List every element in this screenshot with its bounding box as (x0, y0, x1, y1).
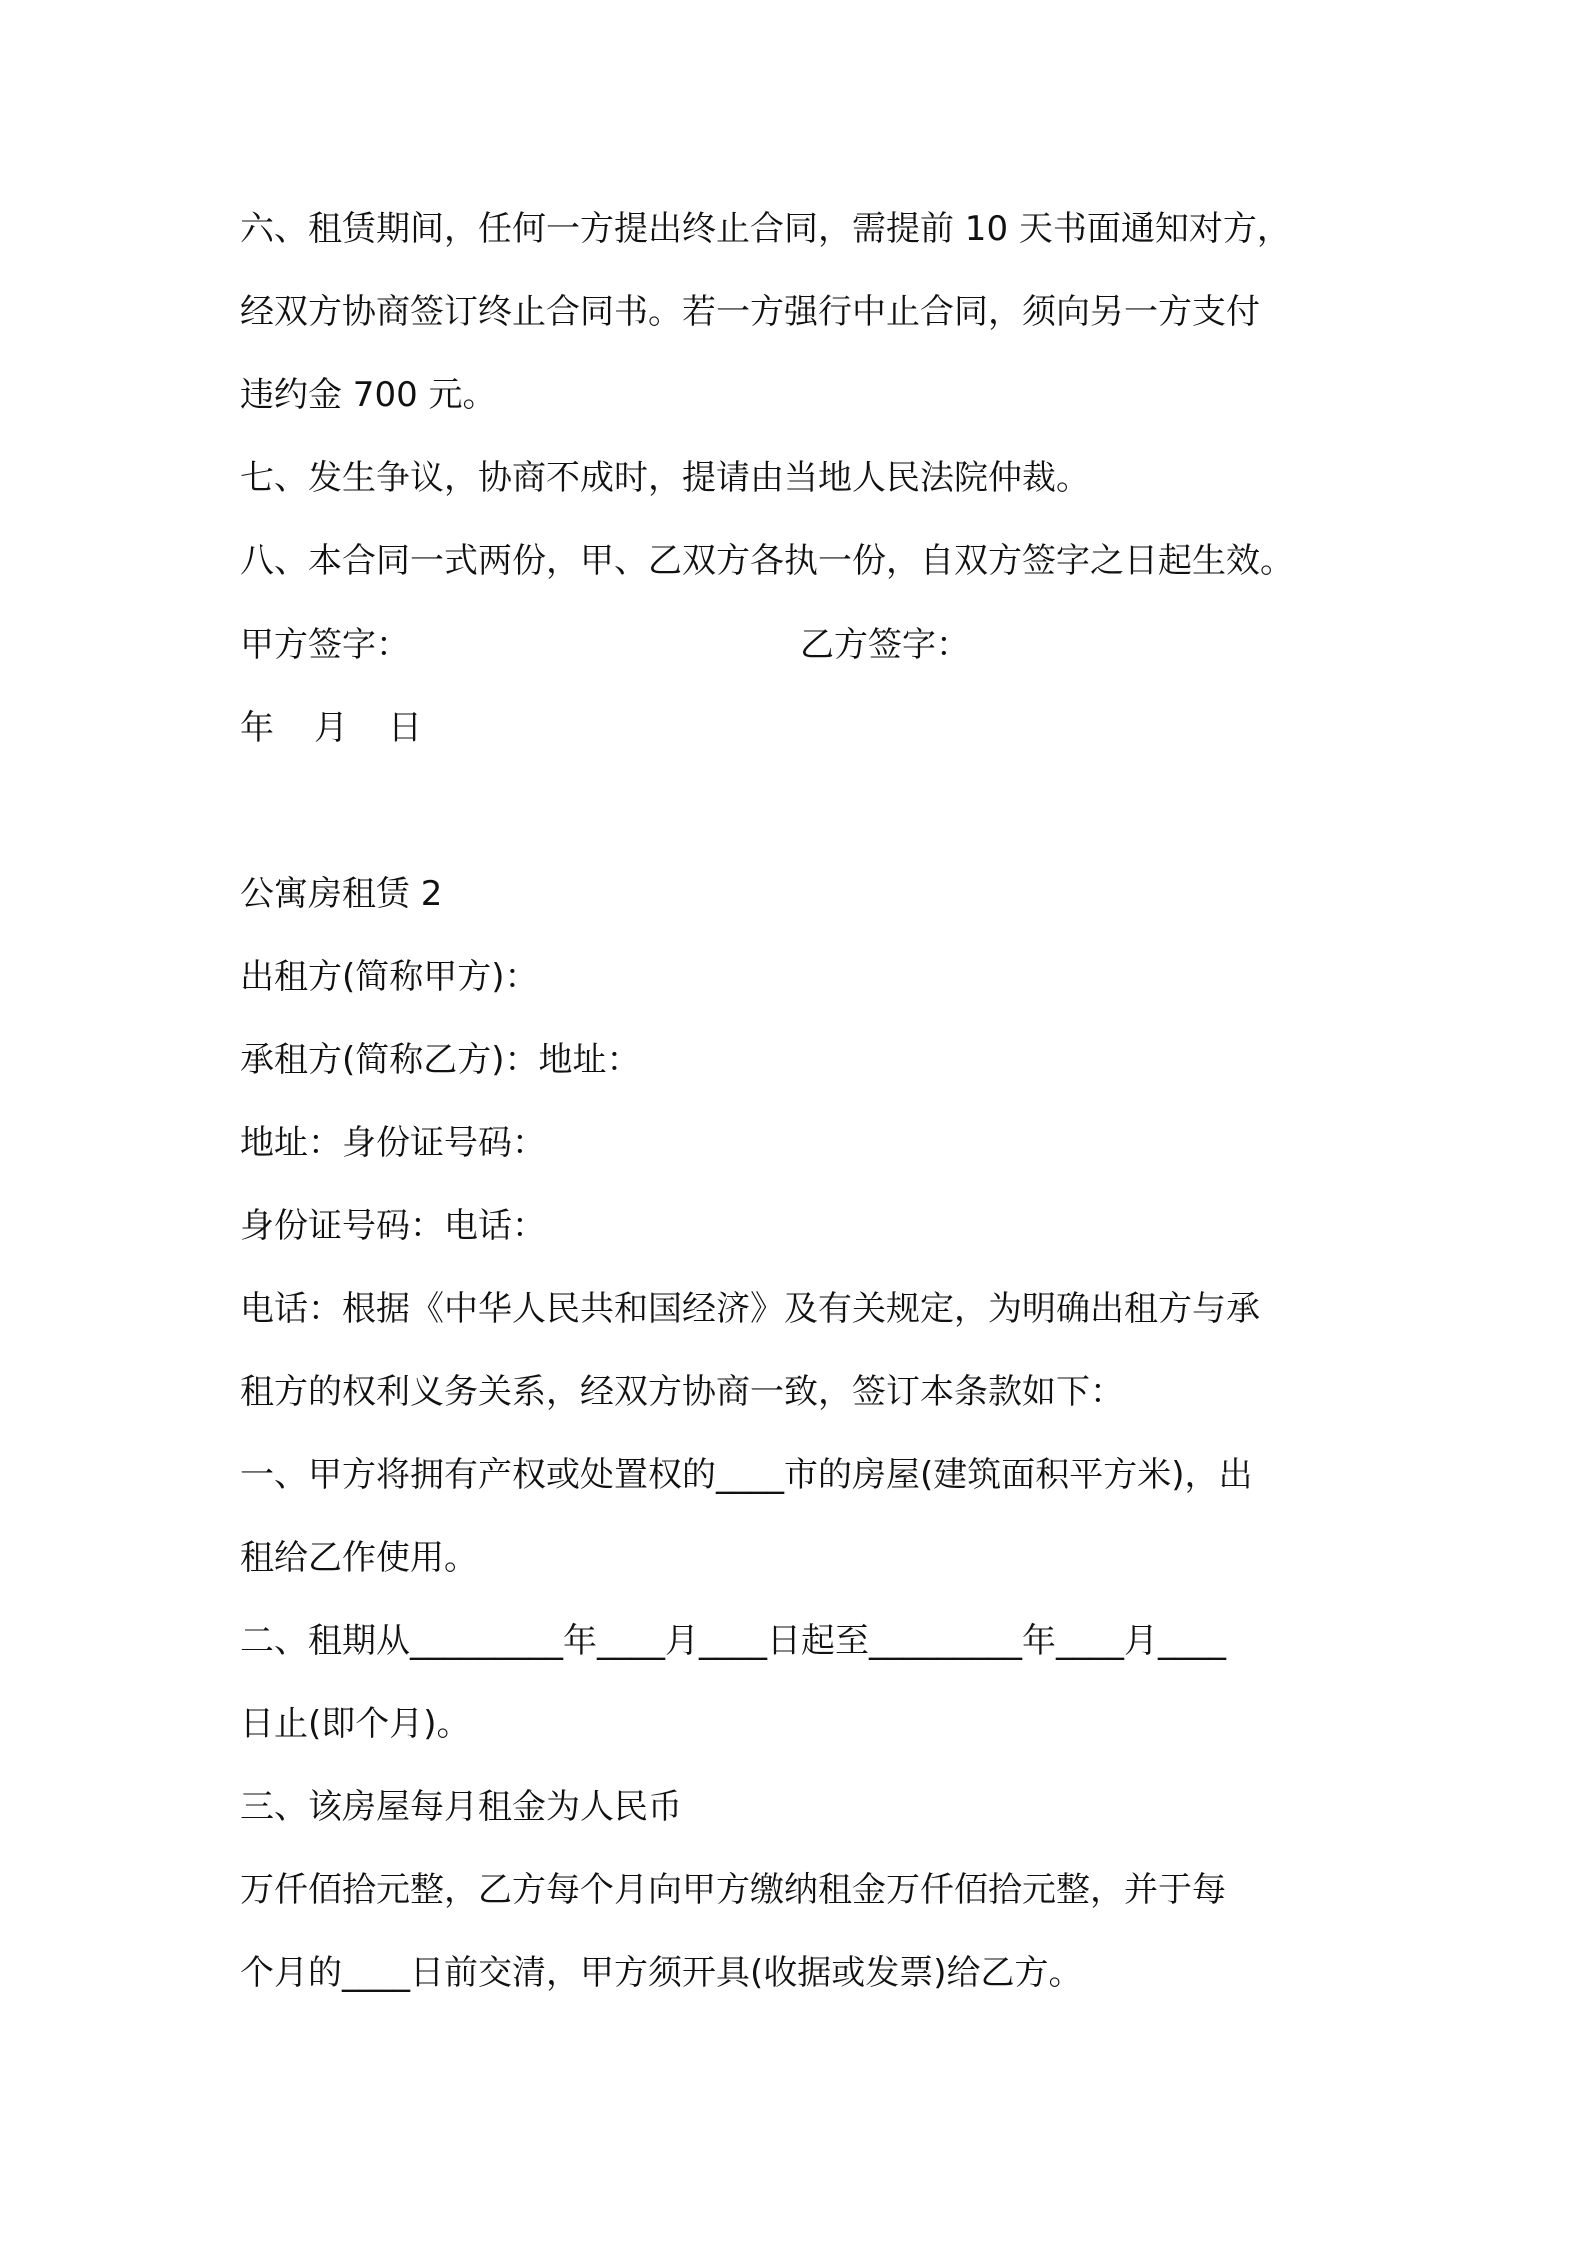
lessor-line: 出租方(简称甲方)： (240, 957, 539, 997)
signature-party-a: 甲方签字： (240, 625, 410, 665)
clause-3-line-2: 万仟佰拾元整，乙方每个月向甲方缴纳租金万仟佰拾元整，并于每 (240, 1870, 1226, 1910)
signature-date (240, 706, 422, 750)
clause-3-line-1: 三、该房屋每月租金为人民币 (240, 1787, 682, 1827)
clause-1-line-1: 一、甲方将拥有产权或处置权的____市的房屋(建筑面积平方米)，出 (240, 1455, 1253, 1495)
lessee-line: 承租方(简称乙方)：地址： (240, 1040, 641, 1080)
intro-line-2: 租方的权利义务关系，经双方协商一致，签订本条款如下： (240, 1372, 1124, 1412)
clause-2-line-1: 二、租期从_________年____月____日起至_________年____月____ (240, 1621, 1226, 1661)
date-day: 日 (388, 708, 422, 748)
signature-party-b: 乙方签字： (800, 625, 970, 665)
section-title: 公寓房租赁 2 (240, 874, 443, 914)
clause-1-line-2: 租给乙作使用。 (240, 1538, 478, 1578)
date-month: 月 (314, 708, 348, 748)
id-phone-line: 身份证号码：电话： (240, 1206, 546, 1246)
clause-2-line-2: 日止(即个月)。 (240, 1704, 471, 1744)
intro-line-1: 电话：根据《中华人民共和国经济》及有关规定，为明确出租方与承 (240, 1289, 1260, 1329)
clause-8: 八、本合同一式两份，甲、乙双方各执一份，自双方签字之日起生效。 (240, 541, 1294, 581)
clause-7: 七、发生争议，协商不成时，提请由当地人民法院仲裁。 (240, 458, 1090, 498)
date-year: 年 (240, 708, 274, 748)
clause-6-line-1: 六、租赁期间，任何一方提出终止合同，需提前 10 天书面通知对方， (240, 209, 1291, 249)
address-id-line: 地址：身份证号码： (240, 1123, 546, 1163)
clause-6-line-2: 经双方协商签订终止合同书。若一方强行中止合同，须向另一方支付 (240, 292, 1260, 332)
clause-6-line-3: 违约金 700 元。 (240, 375, 497, 415)
clause-3-line-3: 个月的____日前交清，甲方须开具(收据或发票)给乙方。 (240, 1953, 1083, 1993)
